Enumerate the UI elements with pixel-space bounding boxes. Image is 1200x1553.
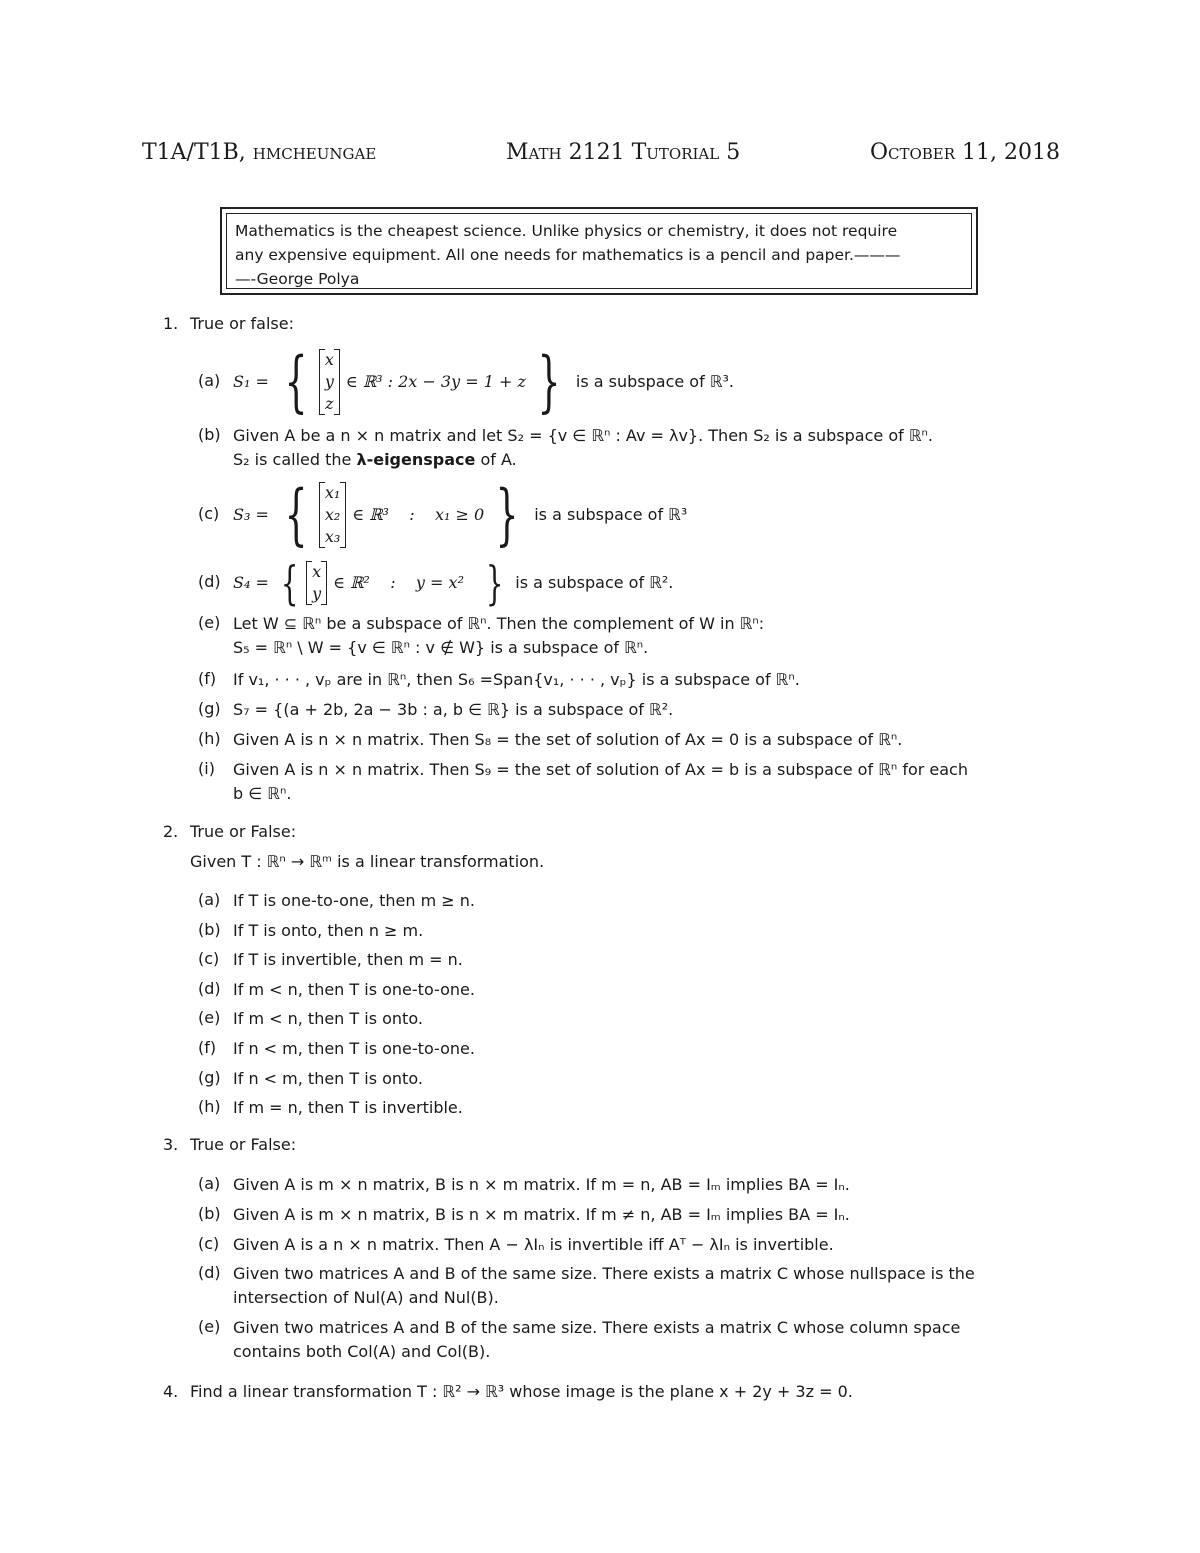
right-brace: } [495,476,519,553]
item-label: (i) [198,759,215,778]
left-brace: { [284,476,308,553]
item-text: Given A is n × n matrix. Then S₈ = the set of solution of Ax = 0 is a subspace of ℝⁿ. [233,730,903,749]
item-label: (c) [198,949,220,969]
item-label: (d) [198,978,221,998]
question-title: True or false: [190,314,294,333]
question-title: True or False: [190,1135,297,1154]
question-text: Find a linear transformation T : ℝ² → ℝ³ whose image is the plane x + 2y + 3z = 0. [190,1382,853,1401]
set-lhs: S₄ = [233,573,269,592]
item-text: S₇ = {(a + 2b, 2a − 3b : a, b ∈ ℝ} is a subspace of ℝ². [233,700,674,719]
item-label: (f) [198,1038,217,1057]
header-course-section: T1A/T1B, hmcheungae [142,140,377,165]
item-text: If T is one-to-one, then m ≥ n. [233,891,475,910]
item-text: If n < m, then T is onto. [233,1068,423,1088]
item-text: Given A is a n × n matrix. Then A − λIₙ is invertible iff Aᵀ − λIₙ is invertible. [233,1235,834,1254]
column-vector: x₁ x₂ x₃ [319,482,346,548]
set-condition: ∈ ℝ³ : x₁ ≥ 0 [352,505,485,524]
item-label: (h) [198,729,221,748]
left-brace: { [280,556,299,610]
q1-item-d [0,558,1200,608]
item-text [233,344,1061,420]
item-label: (f) [198,669,217,688]
item-text: If T is onto, then n ≥ m. [233,920,424,940]
item-label: (a) [198,371,221,390]
right-brace: } [537,343,561,420]
q1-item-c [0,477,1200,553]
quote-text [226,213,972,289]
item-text [233,558,1061,608]
question-number: 1. [163,314,179,333]
page-header [142,140,1060,170]
item-tail: is a subspace of ℝ². [515,573,674,592]
item-label: (e) [198,613,221,632]
quote-line-3: —-George Polya [235,270,360,288]
quote-box [220,207,978,295]
item-text: Given A be a n × n matrix and let S₂ = {v ∈ ℝⁿ : Av = λv}. Then S₂ is a subspace of ℝⁿ. S₂ is called the λ-eigenspace of A. [233,426,933,469]
item-tail: is a subspace of ℝ³. [575,372,734,391]
item-text: If m < n, then T is onto. [233,1009,423,1029]
item-text: If m < n, then T is one-to-one. [233,979,475,999]
item-label: (a) [198,890,221,909]
item-label: (c) [198,504,220,523]
question-intro: Given T : ℝⁿ → ℝᵐ is a linear transformation. [190,852,545,871]
item-label: (b) [198,919,221,939]
item-label: (h) [198,1097,221,1117]
q1-item-a [0,344,1200,420]
column-vector: x y [306,561,327,605]
item-text: If n < m, then T is one-to-one. [233,1039,475,1058]
item-label: (e) [198,1317,221,1336]
item-text: Given A is m × n matrix, B is n × m matrix. If m = n, AB = Iₘ implies BA = Iₙ. [233,1175,850,1194]
question-number: 3. [163,1135,179,1154]
item-tail: is a subspace of ℝ³ [534,505,688,524]
header-date: October 11, 2018 [869,140,1060,165]
question-number: 2. [163,822,179,841]
item-label: (c) [198,1234,220,1253]
set-condition: ∈ ℝ³ : 2x − 3y = 1 + z [345,372,526,391]
right-brace: } [485,556,504,610]
item-label: (g) [198,1067,221,1087]
set-lhs: S₁ = [233,372,269,391]
item-text: Given A is m × n matrix, B is n × m matrix. If m ≠ n, AB = Iₘ implies BA = Iₙ. [233,1205,850,1224]
item-text: Given two matrices A and B of the same size. There exists a matrix C whose nullspace is the intersection of Nul(A) and Nul(B). [233,1264,975,1307]
item-text: Given A is n × n matrix. Then S₉ = the set of solution of Ax = b is a subspace of ℝⁿ for each b ∈ ℝⁿ. [233,760,968,803]
item-text: If T is invertible, then m = n. [233,950,463,970]
item-text: Let W ⊆ ℝⁿ be a subspace of ℝⁿ. Then the complement of W in ℝⁿ: S₅ = ℝⁿ \ W = {v ∈ ℝⁿ : v ∉ W} is a subspace of ℝⁿ. [233,614,765,657]
item-label: (a) [198,1174,221,1193]
item-label: (b) [198,425,221,444]
question-number: 4. [163,1382,179,1401]
item-text [233,477,1061,553]
quote-line-2: any expensive equipment. All one needs for mathematics is a pencil and paper.——— [235,246,901,264]
item-label: (d) [198,572,221,591]
left-brace: { [284,343,308,420]
header-title: Math 2121 Tutorial 5 [506,140,741,165]
item-text: If m = n, then T is invertible. [233,1098,463,1118]
question-title: True or False: [190,822,297,841]
quote-line-1: Mathematics is the cheapest science. Unlike physics or chemistry, it does not require [235,222,898,240]
item-text: Given two matrices A and B of the same size. There exists a matrix C whose column space contains both Col(A) and Col(B). [233,1318,961,1361]
item-label: (d) [198,1263,221,1282]
item-text: If v₁, · · · , vₚ are in ℝⁿ, then S₆ =Span{v₁, · · · , vₚ} is a subspace of ℝⁿ. [233,670,800,689]
item-label: (g) [198,699,221,718]
item-label: (e) [198,1008,221,1028]
item-label: (b) [198,1204,221,1223]
column-vector: x y z [319,349,340,415]
set-lhs: S₃ = [233,505,269,524]
set-condition: ∈ ℝ² : y = x² [333,573,464,592]
